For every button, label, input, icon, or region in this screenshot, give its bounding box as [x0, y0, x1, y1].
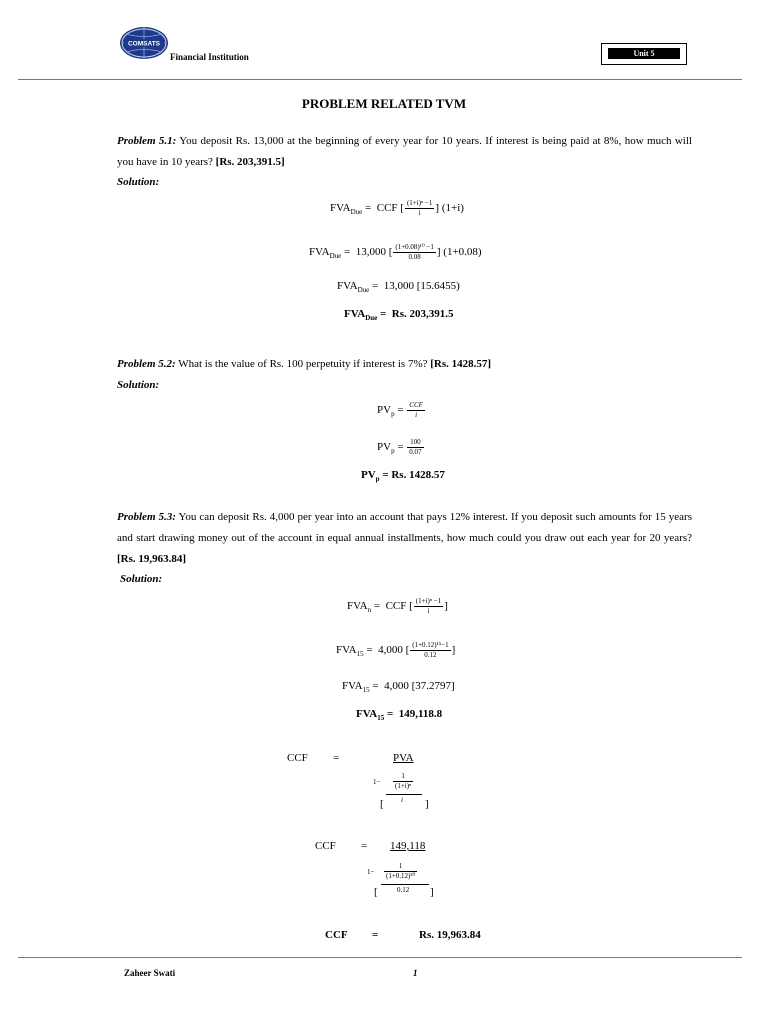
equation-5-3-result: $FVA_{15} = 149,118.8$: [356, 708, 443, 723]
ccf-formula-equals: =: [333, 752, 340, 764]
equation-5-2-result: $PV_p = Rs$. 1428.57: [361, 469, 445, 484]
solution-label: Solution:: [120, 573, 163, 585]
problem-label: Problem 5.1:: [117, 135, 177, 147]
solution-label: Solution:: [117, 176, 160, 188]
problem-label: Problem 5.2:: [117, 358, 176, 370]
equation-5-1-c: $FVA_{Due} = 13,000$ [15.6455): [337, 280, 460, 295]
footer-author: Zaheer Swati: [124, 968, 176, 978]
problem-text: You can deposit Rs. 4,000 per year into an account that pays 12% interest. If you deposit such amounts for 15 years and start drawing money out of the account in equal annual installments, how much could you draw out each year for 20 years?: [117, 511, 692, 544]
page-title: PROBLEM RELATED TVM: [301, 96, 467, 111]
problem-5-1: [117, 131, 692, 173]
ccf-result-value: Rs. 19,963.84: [419, 929, 481, 941]
equation-5-1-a: $FVA_{Due}$ = CCF [ $\frac{\text{(1+i)ⁿ −1}}{i}$ ] (1+i): [330, 199, 464, 217]
problem-5-3: [117, 507, 692, 570]
ccf-calc-equals: =: [361, 840, 368, 852]
footer-divider: [18, 957, 742, 958]
ccf-calc-lhs: CCF: [315, 840, 336, 852]
unit-box: [601, 43, 687, 65]
equation-5-3-a: $FVA_n$ = CCF [ $\frac{\text{(1+i)ⁿ −1}}{i}$ ]: [347, 597, 448, 615]
equation-5-1-result: $FVA_{Due} = Rs$. 203,391.5: [344, 308, 454, 323]
problem-answer: [Rs. 19,963.84]: [117, 553, 187, 565]
ccf-result-equals: =: [372, 929, 379, 941]
comsats-logo: [118, 25, 170, 61]
ccf-formula-denominator: 1− $\frac{1}{\text{(1+i)ⁿ}}$ [ i ]: [373, 772, 429, 810]
problem-answer: [Rs. 1428.57]: [430, 358, 492, 370]
equation-5-2-a: $PV_p$ = $\frac{\text{CCF}}{i}$: [377, 401, 423, 419]
ccf-result-lhs: CCF: [325, 929, 348, 941]
equation-5-1-b: $FVA_{Due} = 13,000$ [ $\frac{\text{(1+0.08)¹⁰ −1}}{0.08}$ ] (1+0.08): [309, 243, 482, 261]
ccf-calc-denominator: 1− $\frac{1}{\text{(1+0.12)²⁰}}$ [ 0.12 ]: [367, 862, 434, 898]
svg-text:COMSATS: COMSATS: [127, 40, 161, 48]
ccf-formula-numerator: PVA: [393, 752, 414, 764]
ccf-calc-numerator: 149,118: [390, 840, 426, 852]
solution-label: Solution:: [117, 379, 160, 391]
problem-text: You deposit Rs. 13,000 at the beginning of every year for 10 years. If interest is being paid at 8%, how much will you have in 10 years?: [117, 135, 692, 168]
unit-label: Unit 5: [608, 48, 680, 59]
page-number: 1: [413, 968, 418, 978]
problem-answer: [Rs. 203,391.5]: [215, 156, 285, 168]
equation-5-3-b: $FVA_{15} = 4,000$ [ $\frac{\text{(1+0.12)¹⁵−1}}{0.12}$ ]: [336, 641, 456, 659]
equation-5-2-b: $PV_p$ = $\frac{100}{0.07}$: [377, 438, 422, 456]
problem-5-2: [117, 354, 692, 375]
problem-label: Problem 5.3:: [117, 511, 176, 523]
ccf-formula-lhs: CCF: [287, 752, 308, 764]
problem-text: What is the value of Rs. 100 perpetuity if interest is 7%?: [178, 358, 428, 370]
header-divider: [18, 79, 742, 80]
equation-5-3-c: $FVA_{15} = 4,000$ [37.2797]: [342, 680, 455, 695]
institution-name: Financial Institution: [170, 52, 249, 62]
